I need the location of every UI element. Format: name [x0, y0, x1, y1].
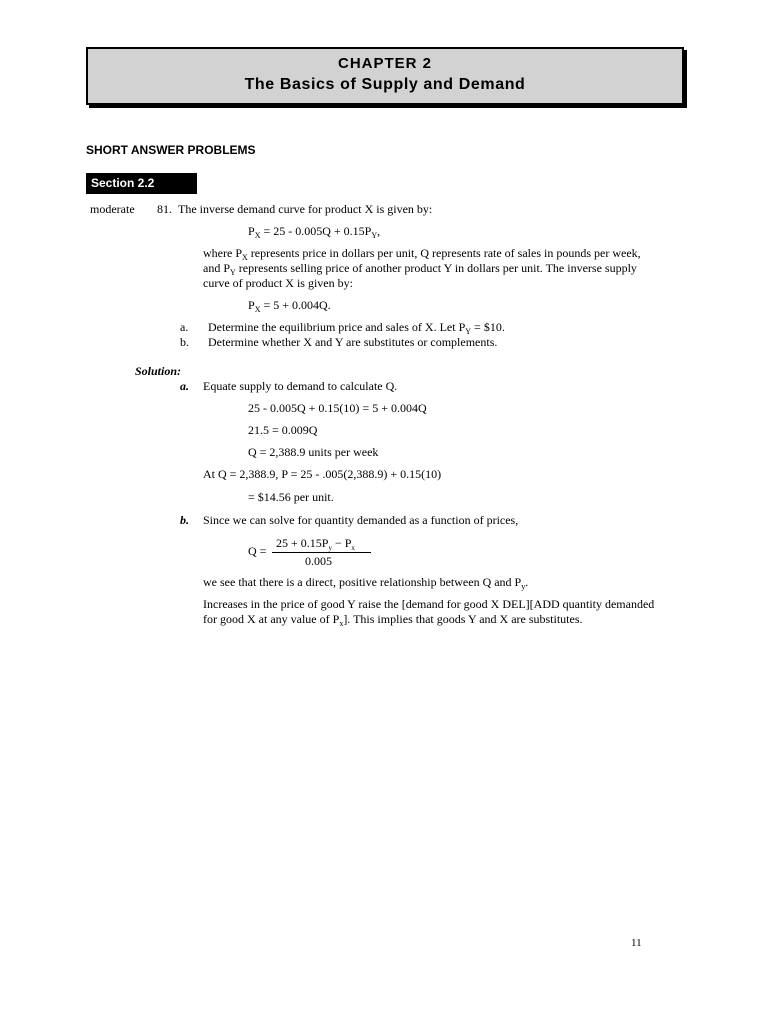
- problem-intro: The inverse demand curve for product X is given by:: [178, 202, 433, 216]
- fraction-bar: [272, 552, 371, 553]
- supply-equation: $P_X = 5 + 0.004Q$.: [248, 298, 331, 314]
- demand-equation: $P_X = 25 - 0.005Q + 0.15P_Y$,: [248, 224, 381, 240]
- solution-a-step-2: 21.5 = 0.009Q: [248, 423, 318, 437]
- solution-b-line-2: Increases in the price of good Y raise the [demand for good X DEL][ADD quantity demanded: [203, 597, 655, 611]
- problem-number: 81.: [157, 202, 172, 216]
- part-a-text: Determine the equilibrium price and sales of X. Let $P_Y$ = $10.: [208, 320, 505, 336]
- chapter-label: CHAPTER 2: [337, 55, 432, 72]
- solution-b-intro: Since we can solve for quantity demanded as a function of prices,: [203, 513, 519, 527]
- difficulty-label: moderate: [90, 202, 135, 216]
- solution-b-letter: b.: [180, 513, 189, 527]
- where-line-3: curve of product X is given by:: [203, 276, 353, 290]
- part-b-letter: b.: [180, 335, 189, 349]
- solution-label: Solution:: [135, 364, 182, 378]
- chapter-title: The Basics of Supply and Demand: [244, 76, 526, 93]
- section-tag: Section 2.2: [86, 173, 197, 194]
- part-a-letter: a.: [180, 320, 189, 334]
- solution-a-intro: Equate supply to demand to calculate Q.: [203, 379, 398, 393]
- where-line-2: and $P_Y$ represents selling price of another product Y in dollars per unit. The inverse supply: [203, 261, 637, 277]
- formula-lhs: Q =: [248, 544, 267, 558]
- page-number: 11: [631, 937, 642, 949]
- section-heading: SHORT ANSWER PROBLEMS: [86, 143, 256, 157]
- solution-a-letter: a.: [180, 379, 189, 393]
- part-b-text: Determine whether X and Y are substitutes or complements.: [208, 335, 498, 349]
- solution-a-step-3: Q = 2,388.9 units per week: [248, 445, 379, 459]
- solution-b-line-3: for good X at any value of $P_x$]. This implies that goods Y and X are substitutes.: [203, 612, 583, 628]
- solution-a-step-4: At Q = 2,388.9, P = 25 - .005(2,388.9) + 0.15(10): [203, 467, 442, 481]
- where-line-1: where $P_X$ represents price in dollars per unit, Q represents rate of sales in pounds per week,: [203, 246, 641, 262]
- formula-numerator: $25 + 0.15P_y - P_x$: [276, 536, 355, 552]
- formula-denominator: 0.005: [305, 554, 332, 568]
- solution-b-line-1: we see that there is a direct, positive relationship between Q and $P_y$.: [203, 575, 529, 591]
- chapter-header-box: [86, 47, 684, 105]
- solution-a-step-5: = $14.56 per unit.: [248, 490, 334, 504]
- solution-a-step-1: 25 - 0.005Q + 0.15(10) = 5 + 0.004Q: [248, 401, 427, 415]
